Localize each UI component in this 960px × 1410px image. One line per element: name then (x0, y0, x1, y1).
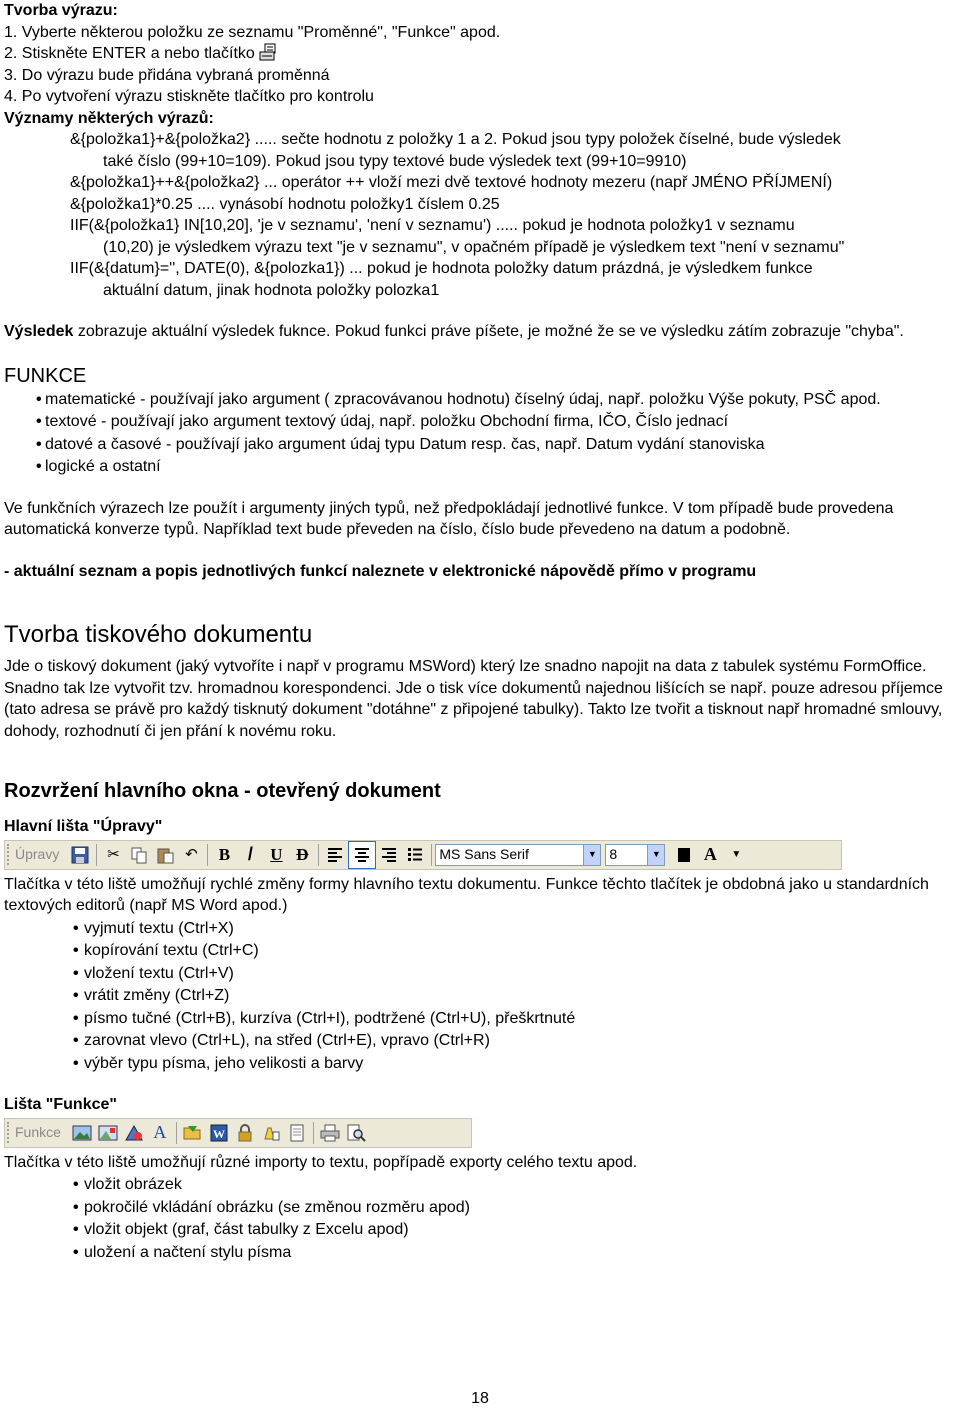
expr-e5-line1: IIF(&{datum}='', DATE(0), &{polozka1}) ... pokud je hodnota položky datum prázdná, je výsledkem funkce (70, 260, 813, 277)
underline-icon[interactable]: U (270, 844, 283, 864)
page (4, 0, 958, 1263)
upravy-item-5 (4, 1008, 958, 1030)
upravy-item-7-text: výběr typu písma, jeho velikosti a barvy (84, 1054, 364, 1072)
upravy-toolbar-label: Úpravy (7, 844, 67, 866)
upravy-toolbar (4, 840, 842, 870)
expr-e5-line2: aktuální datum, jinak hodnota položky polozka1 (103, 281, 440, 299)
chevron-down-icon: ▼ (647, 845, 664, 865)
upravy-item-2 (4, 940, 958, 962)
expr-e1-line1: &{položka1}+&{položka2} ..... sečte hodnotu z položky 1 a 2. Pokud jsou typy položek číselné, bude výsledek (70, 131, 841, 148)
undo-icon[interactable]: ↶ (185, 845, 198, 863)
expr-step-4: 4. Po vytvoření výrazu stiskněte tlačítko pro kontrolu (4, 88, 374, 105)
save-icon[interactable] (67, 842, 93, 868)
funkce-list (4, 389, 958, 478)
funkce-item-3-text: datové a časové - používají jako argument údaj typu Datum resp. čas, např. Datum vydání stanoviska (45, 435, 765, 453)
strikethrough-icon[interactable]: D (296, 844, 309, 864)
copy-icon[interactable] (126, 842, 152, 868)
upravy-item-6 (4, 1030, 958, 1052)
upravy-item-3-text: vložení textu (Ctrl+V) (84, 964, 234, 982)
align-center-icon[interactable] (348, 841, 376, 869)
funkce-item-4-text: logické a ostatní (45, 458, 161, 475)
funkce-paragraph: Ve funkčních výrazech lze použít i argumenty jiných typů, než předpokládají jednotlivé funkce. V tom případě bude provedena automatická konverze typů. Například text bude převeden na číslo, číslo bude převedeno na datum a podobně. (4, 499, 894, 538)
upravy-desc: Tlačítka v této liště umožňují rychlé změny formy hlavního textu dokumentu. Funkce těchto tlačítek je obdobná jako u standardních textových editorů (např MS Word apod.) (4, 875, 929, 914)
print-icon[interactable] (317, 1120, 343, 1146)
open-folder-icon[interactable] (180, 1120, 206, 1146)
expr-e4-line1: IIF(&{položka1} IN[10,20], 'je v seznamu', 'není v seznamu') ..... pokud je hodnota položky1 v seznamu (70, 217, 795, 234)
expr-step-2 (4, 43, 958, 65)
toolbar-separator (318, 844, 319, 866)
italic-icon[interactable]: / (247, 843, 253, 864)
upravy-item-7 (4, 1053, 958, 1075)
upravy-item-3 (4, 963, 958, 985)
highlight-icon[interactable] (258, 1120, 284, 1146)
funkce-bar-desc: Tlačítka v této liště umožňují různé importy to textu, popřípadě exporty celého textu apod. (4, 1153, 638, 1171)
toolbar-separator (176, 1122, 177, 1144)
upravy-item-1 (4, 918, 958, 940)
funkce-bar-item-3 (4, 1219, 958, 1241)
word-icon[interactable] (206, 1120, 232, 1146)
upravy-item-1-text: vyjmutí textu (Ctrl+X) (84, 919, 234, 937)
toolbar-separator (313, 1122, 314, 1144)
funkce-title: FUNKCE (4, 364, 87, 387)
toolbar-separator (96, 844, 97, 866)
font-style-icon[interactable]: A (153, 1121, 167, 1142)
funkce-item-1-text: matematické - používají jako argument ( zpracovávanou hodnotu) číselný údaj, např. položku Výše pokuty, PSČ apod. (45, 390, 881, 408)
upravy-list (4, 918, 958, 1075)
font-size-value: 8 (609, 845, 618, 862)
upravy-item-4-text: vrátit změny (Ctrl+Z) (84, 987, 230, 1004)
upravy-item-4 (4, 985, 958, 1007)
funkce-bar-item-3-text: vložit objekt (graf, část tabulky z Excelu apod) (84, 1221, 409, 1238)
document-icon[interactable] (284, 1120, 310, 1146)
funkce-toolbar-label: Funkce (7, 1122, 69, 1144)
font-size-select[interactable] (605, 844, 665, 866)
expr-step-2-text: 2. Stiskněte ENTER a nebo tlačítko (4, 45, 255, 62)
toolbar-separator (207, 844, 208, 866)
chevron-down-icon: ▼ (583, 845, 600, 865)
funkce-item-1 (4, 389, 958, 411)
toolbar-separator (431, 844, 432, 866)
align-left-icon[interactable] (322, 842, 348, 868)
paste-icon[interactable] (152, 842, 178, 868)
cut-icon[interactable]: ✂ (107, 845, 120, 863)
expr-step-3: 3. Do výrazu bude přidána vybraná proměnná (4, 66, 330, 84)
lock-icon[interactable] (232, 1120, 258, 1146)
funkce-item-2-text: textové - používají jako argument textový údaj, např. položku Obchodní firma, IČO, Číslo jednací (45, 413, 729, 430)
bullet-list-icon[interactable] (402, 842, 428, 868)
enter-calc-icon (259, 43, 279, 61)
tisk-title: Tvorba tiskového dokumentu (4, 621, 313, 648)
funkce-toolbar (4, 1118, 472, 1148)
font-color-icon[interactable] (671, 842, 697, 868)
text-color-A-icon[interactable]: A (703, 843, 717, 864)
funkce-bar-item-1-text: vložit obrázek (84, 1176, 182, 1193)
expr-e4-line2: (10,20) je výsledkem výrazu text "je v seznamu", v opačném případě je výsledkem text "není v seznamu" (103, 238, 845, 256)
advanced-image-icon[interactable] (95, 1120, 121, 1146)
upravy-title: Hlavní lišta "Úpravy" (4, 818, 163, 835)
expr-e1-line2: také číslo (99+10=109). Pokud jsou typy textové bude výsledek text (99+10=9910) (103, 152, 687, 170)
funkce-item-3 (4, 434, 958, 456)
svg-text:W: W (212, 1126, 225, 1141)
expr-e3: &{položka1}*0.25 .... vynásobí hodnotu položky1 číslem 0.25 (70, 195, 500, 213)
align-right-icon[interactable] (376, 842, 402, 868)
upravy-item-5-text: písmo tučné (Ctrl+B), kurzíva (Ctrl+I), podtržené (Ctrl+U), přeškrtnuté (84, 1009, 576, 1027)
chevron-down-icon[interactable]: ▼ (731, 848, 742, 860)
rozvrzeni-title: Rozvržení hlavního okna - otevřený dokument (4, 780, 441, 802)
meanings-title: Významy některých výrazů: (4, 109, 214, 127)
funkce-bar-item-4 (4, 1242, 958, 1264)
result-bold: Výsledek (4, 323, 74, 340)
funkce-bar-title: Lišta "Funkce" (4, 1096, 117, 1113)
result-rest: zobrazuje aktuální výsledek fuknce. Pokud funkci práve píšete, je možné že se ve výsledku zátím zobrazuje "chyba". (73, 323, 904, 340)
expr-step-1: 1. Vyberte některou položku ze seznamu "Proměnné", "Funkce" apod. (4, 23, 501, 41)
funkce-bar-item-4-text: uložení a načtení stylu písma (84, 1243, 292, 1261)
funkce-item-2 (4, 411, 958, 433)
print-preview-icon[interactable] (343, 1120, 369, 1146)
funkce-bar-item-1 (4, 1174, 958, 1196)
font-name-value: MS Sans Serif (439, 845, 529, 862)
expr-e2: &{položka1}++&{položka2} ... operátor ++ vloží mezi dvě textové hodnoty mezeru (např JMÉNO PŘÍJMENÍ) (70, 174, 833, 191)
insert-object-icon[interactable] (121, 1120, 147, 1146)
funkce-bar-item-2-text: pokročilé vkládání obrázku (se změnou rozměru apod) (84, 1198, 470, 1216)
result-paragraph (4, 321, 958, 343)
font-name-select[interactable] (435, 844, 601, 866)
funkce-item-4 (4, 456, 958, 478)
funkce-bar-item-2 (4, 1197, 958, 1219)
upravy-item-6-text: zarovnat vlevo (Ctrl+L), na střed (Ctrl+E), vpravo (Ctrl+R) (84, 1032, 490, 1049)
tisk-paragraph: Jde o tiskový dokument (jaký vytvoříte i např v programu MSWord) který lze snadno napojit na data z tabulek systému FormOffice. Snadno tak lze vytvořit tzv. hromadnou korespondenci. Jde o tisk více dokumentů najednou lišících se např. pouze adresou příjemce (tato adresa se právě pro každý tisknutý dokument "dotáhne" z připojené tabulky). Takto lze tvořit a tisknout např hromadné smlouvy, dohody, rozhodnutí či jen přání k novému roku. (4, 658, 943, 740)
funkce-bar-list (4, 1174, 958, 1263)
insert-image-icon[interactable] (69, 1120, 95, 1146)
page-number: 18 (471, 1390, 489, 1407)
expr-title: Tvorba výrazu: (4, 2, 118, 19)
bold-icon[interactable]: B (218, 844, 231, 864)
upravy-item-2-text: kopírování textu (Ctrl+C) (84, 942, 259, 959)
funkce-note: - aktuální seznam a popis jednotlivých funkcí naleznete v elektronické nápovědě přímo v programu (4, 562, 757, 580)
